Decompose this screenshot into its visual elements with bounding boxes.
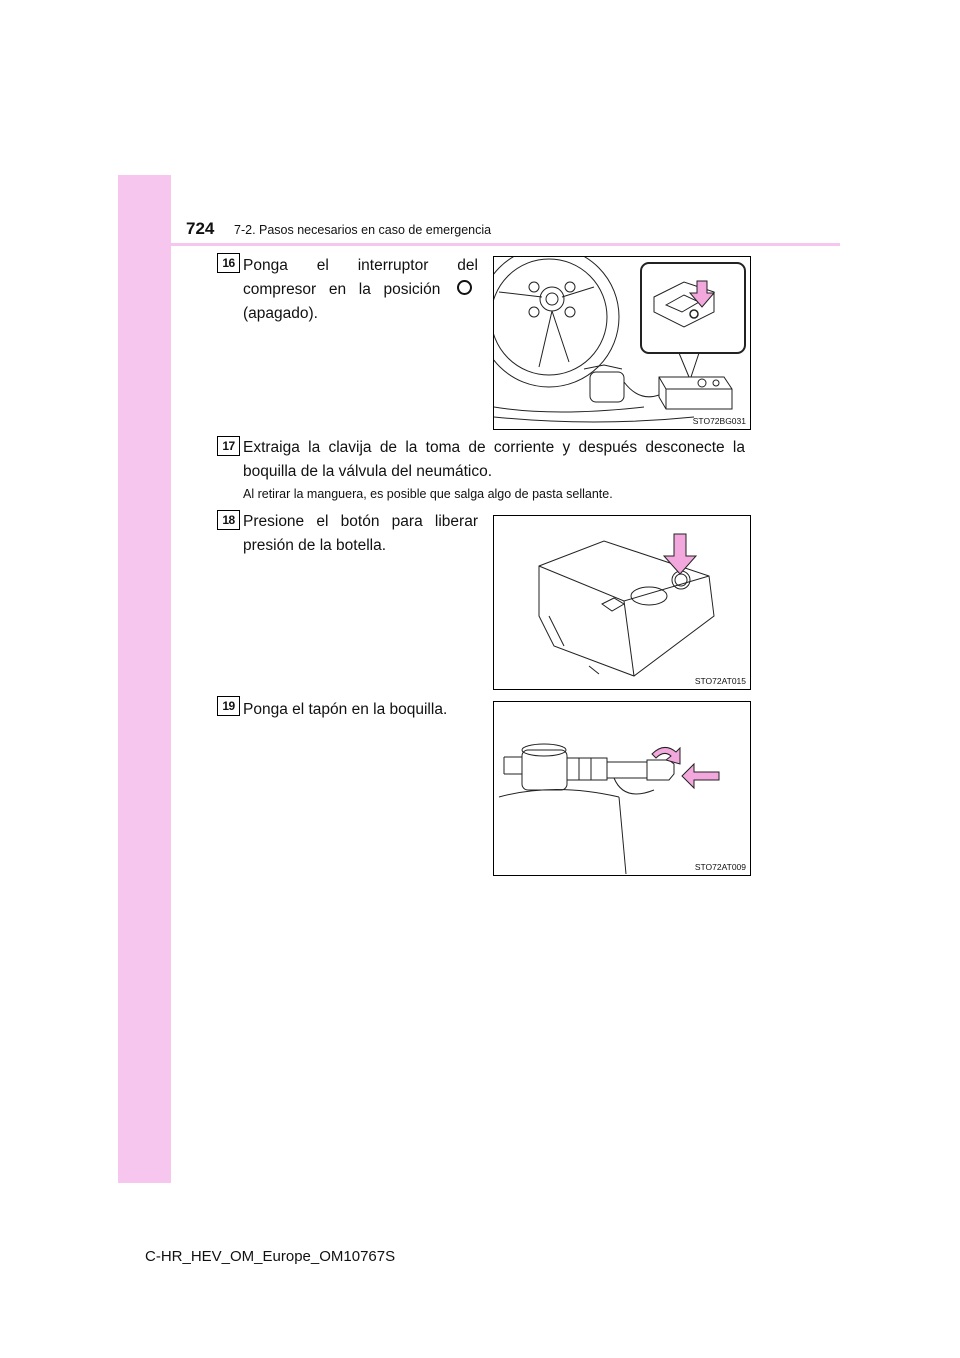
step-16-text-after: (apagado). xyxy=(243,305,318,322)
header-rule xyxy=(118,243,840,246)
compressor-switch-illustration xyxy=(494,257,750,429)
step-17-note: Al retirar la manguera, es posible que salga algo de pasta sellante. xyxy=(243,487,613,501)
figure-code: STO72AT009 xyxy=(694,862,746,872)
sidebar-tab xyxy=(118,175,171,1183)
step-19-text: Ponga el tapón en la boquilla. xyxy=(243,701,448,718)
off-circle-icon xyxy=(457,280,472,295)
figure-code: STO72BG031 xyxy=(692,416,746,426)
step-number-18: 18 xyxy=(217,510,240,530)
step-17-text: Extraiga la clavija de la toma de corriente y después desconecte la boquilla de la válvula del neumático. xyxy=(243,439,745,480)
step-number-17: 17 xyxy=(217,436,240,456)
page-number: 724 xyxy=(186,219,215,238)
section-title: 7-2. Pasos necesarios en caso de emergencia xyxy=(234,223,492,237)
step-16-text-before: Ponga el interruptor del compresor en la posición xyxy=(243,257,478,298)
figure-pressure-button xyxy=(493,515,751,690)
step-number-16: 16 xyxy=(217,253,240,273)
figure-cap-nozzle xyxy=(493,701,751,876)
pressure-button-illustration xyxy=(494,516,750,689)
step-number-19: 19 xyxy=(217,696,240,716)
footer-doc-id: C-HR_HEV_OM_Europe_OM10767S xyxy=(145,1248,396,1265)
step-16-text xyxy=(243,254,478,326)
cap-nozzle-illustration xyxy=(494,702,750,875)
step-18-text: Presione el botón para liberar presión de la botella. xyxy=(243,513,478,554)
figure-compressor-switch xyxy=(493,256,751,430)
figure-code: STO72AT015 xyxy=(694,676,746,686)
